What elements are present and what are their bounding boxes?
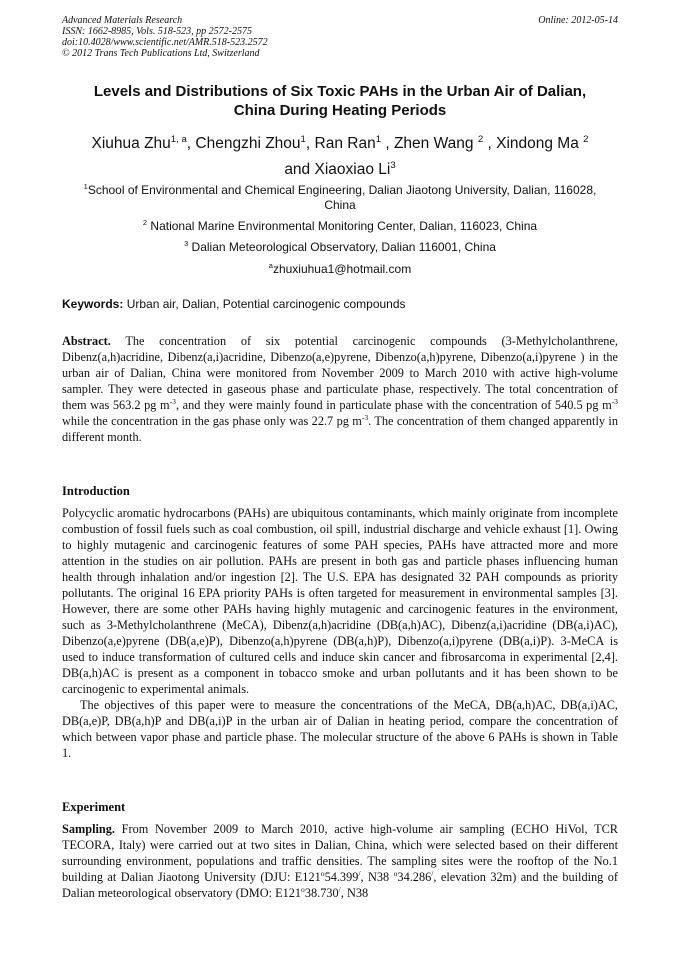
author-affil-mark: 1, a: [170, 133, 187, 145]
sampling-label: Sampling.: [62, 822, 115, 836]
affil-text: National Marine Environmental Monitoring Center, Dalian, 116023, China: [150, 219, 538, 233]
affil-mark: a: [268, 261, 273, 270]
author-and: and: [284, 161, 311, 178]
author-name: Xiaoxiao Li: [314, 161, 391, 178]
experiment-text: From November 2009 to March 2010, active high-volume air sampling (ECHO HiVol, TCR TECORA, Italy) were carried out at two sites in Dalian, China, which were selected based on their different surrounding environment, populations and traffic densities. The sampling sites were the rooftop of the No.1 building at Dalian Jiaotong University (DJU: E121: [62, 822, 619, 884]
abstract-text: . The concentration of them changed apparently in different month.: [62, 414, 618, 444]
experiment-text: , elevation 32m) and the building of Dalian meteorological observatory (DMO: E121: [62, 870, 618, 900]
experiment-text: 34.286: [397, 870, 432, 884]
author-name: Xiuhua Zhu: [91, 135, 171, 152]
affil-mark: 2: [142, 218, 148, 227]
abstract-text: , and they were mainly found in particulate phase with the concentration of 540.5 pg m: [175, 398, 612, 412]
author-name: Chengzhi Zhou: [195, 135, 301, 152]
introduction-heading: Introduction: [62, 484, 130, 498]
experiment-text: , N38: [360, 870, 394, 884]
abstract-sup: -3: [611, 396, 618, 406]
affil-text: School of Environmental and Chemical Engineering, Dalian Jiaotong University, Dalian, 116028,: [87, 183, 597, 197]
affiliation-email: [62, 262, 618, 277]
keywords: [62, 297, 618, 312]
introduction-paragraph: Polycyclic aromatic hydrocarbons (PAHs) are ubiquitous contaminants, which mainly originate from incomplete combustion of fossil fuels such as coal combustion, oil spill, industrial discharge and vehicle exhaust [1]. Owing to highly mutagenic and carcinogenic features of some PAH species, PAHs have attracted more and more attention in the studies on air pollution. PAHs are present in both gas and particle phases influencing human health through inhalation and/or ingestion [2]. The U.S. EPA has designated 32 PAH compounds as priority pollutants. The original 16 EPA priority PAHs is often targeted for measurement in environmental samples [3]. However, there are some other PAHs having highly mutagenic and carcinogenic features in the environment, such as 3-Methylcholanthrene (MeCA), Dibenz(a,h)acridine (DB(a,h)AC), Dibenz(a,i)acridine (DB(a,i)AC), Dibenzo(a,e)pyrene (DB(a,e)P), Dibenzo(a,h)pyrene (DB(a,h)P), Dibenzo(a,i)pyrene (DB(a,i)P). 3-MeCA is used to induce transformation of cultured cells and induce skin cancer and fibrosarcoma in experimental [2,4]. DB(a,h)AC is present as a component in tobacco smoke and urban pollutants and it has been shown to be carcinogenic to experimental animals.: [62, 506, 618, 696]
experiment-text: 54.399: [324, 870, 359, 884]
affiliation-2: [62, 219, 618, 234]
degree-mark: o: [301, 884, 305, 894]
affiliation-1: [62, 183, 618, 213]
affil-mark: 3: [184, 239, 189, 248]
doi-line: doi:10.4028/www.scientific.net/AMR.518-523.2572: [62, 37, 268, 48]
degree-mark: o: [320, 868, 325, 878]
title-line-2: China During Heating Periods: [233, 102, 447, 119]
abstract-label: Abstract.: [62, 334, 111, 348]
abstract-text: while the concentration in the gas phase only was 22.7 pg m: [62, 414, 362, 428]
author-affil-mark: 1: [300, 133, 306, 145]
author-name: Zhen Wang: [393, 135, 474, 152]
keywords-label: Keywords:: [62, 297, 124, 311]
keywords-text: Urban air, Dalian, Potential carcinogenic compounds: [126, 297, 406, 311]
minute-mark: /: [358, 868, 361, 878]
abstract-sup: -3: [169, 396, 176, 406]
experiment-heading: Experiment: [62, 800, 126, 814]
journal-header: [62, 15, 618, 59]
issn-line: ISSN: 1662-8985, Vols. 518-523, pp 2572-2575: [62, 26, 252, 37]
copyright-line: © 2012 Trans Tech Publications Ltd, Switzerland: [62, 48, 260, 59]
author-list: [62, 131, 618, 183]
title-line-1: Levels and Distributions of Six Toxic PAHs in the Urban Air of Dalian,: [93, 83, 587, 100]
abstract-text: The concentration of six potential carcinogenic compounds (3-Methylcholanthrene, Dibenz(a,h)acridine, Dibenz(a,i)acridine, Dibenzo(a,e)pyrene, Dibenzo(a,h)pyrene, Dibenzo(a,i)pyrene ) in the urban air of Dalian, China were monitored from November 2009 to March 2010 with active high-volume sampler. They were detected in gaseous phase and particulate phase, respectively. The total concentration of them was 563.2 pg m: [62, 334, 618, 412]
affil-text-cont: China: [324, 198, 356, 212]
paper-title: [62, 82, 618, 120]
abstract-sup: -3: [361, 412, 369, 422]
author-affil-mark: 2: [477, 133, 484, 145]
email-text: zhuxiuhua1@hotmail.com: [272, 262, 412, 276]
experiment-body: [62, 821, 618, 901]
author-affil-mark: 1: [375, 133, 382, 145]
author-name: Xindong Ma: [496, 135, 579, 152]
author-name: Ran Ran: [314, 135, 376, 152]
journal-name: Advanced Materials Research: [62, 15, 183, 26]
degree-mark: o: [393, 868, 398, 878]
abstract: [62, 333, 618, 445]
author-line-1: Xiuhua Zhu$^{1, a}$, Chengzhi Zhou$^1$, Ran Ran$^1$ , Zhen Wang $^2$ , Xindong Ma $^2$: [91, 133, 589, 152]
author-line-2: [62, 157, 618, 183]
affiliation-3: [62, 240, 618, 255]
affil-text: Dalian Meteorological Observatory, Dalian 116001, China: [191, 240, 496, 254]
introduction-paragraph: The objectives of this paper were to measure the concentrations of the MeCA, DB(a,h)AC, DB(a,i)AC, DB(a,e)P, DB(a,h)P and DB(a,i)P in the urban air of Dalian in heating period, compare the concentration of which between vapor phase and particle phase. The molecular structure of the above 6 PAHs is shown in Table 1.: [62, 698, 618, 760]
experiment-text: , N38: [340, 886, 369, 900]
minute-mark: /: [338, 884, 341, 894]
experiment-text: 38.730: [304, 886, 339, 900]
author-affil-mark: 2: [583, 133, 589, 145]
minute-mark: /: [431, 868, 434, 878]
introduction-body: [62, 505, 618, 761]
online-date: Online: 2012-05-14: [538, 15, 618, 26]
author-affil-mark: 3: [390, 159, 396, 171]
affil-mark: 1: [83, 182, 88, 191]
